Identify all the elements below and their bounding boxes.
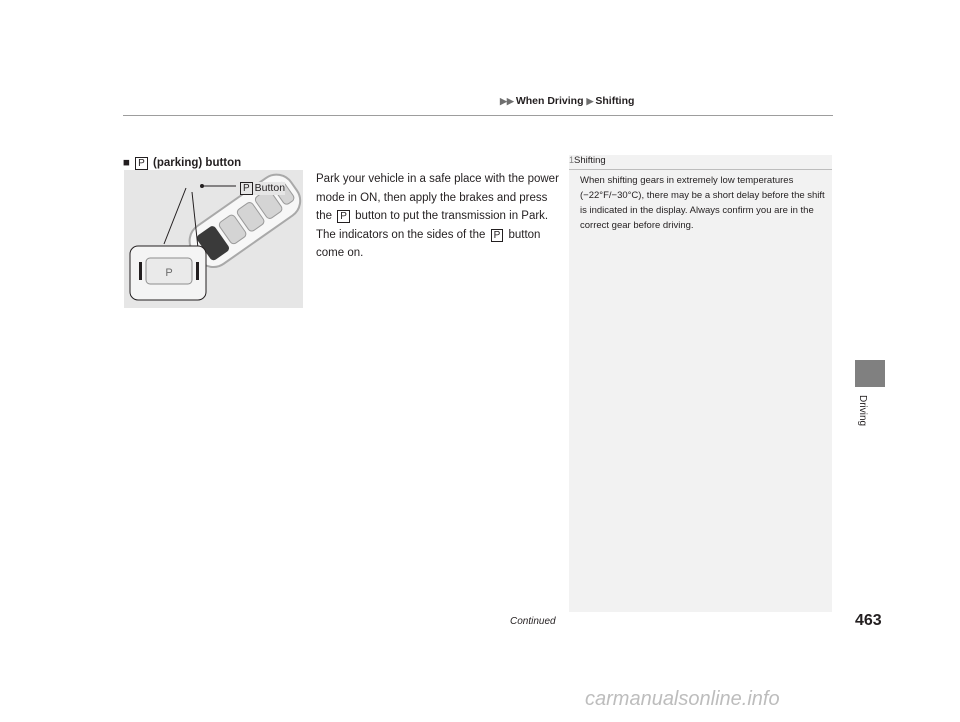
- illustration-callout: [238, 182, 285, 195]
- note-marker-icon: 1: [569, 155, 575, 165]
- header-rule: [123, 115, 833, 116]
- body-paragraph-2: The indicators on the sides of the P button come on.: [316, 228, 541, 259]
- sidebar-label: Driving: [857, 395, 868, 427]
- body-text: [316, 170, 560, 263]
- breadcrumb-arrow-icon: ▶: [586, 96, 594, 106]
- side-note-title: 1Shifting: [569, 155, 832, 170]
- p-key-badge: P: [240, 182, 253, 195]
- section-heading: [123, 157, 241, 170]
- sidebar-tab: [855, 360, 885, 387]
- callout-text: Button: [254, 182, 286, 194]
- body-paragraph-1: Park your vehicle in a safe place with the power mode in ON, then apply the brakes and press the P button to put the transmission in Park.: [316, 173, 559, 222]
- breadcrumb-item-when-driving[interactable]: When Driving: [515, 95, 584, 107]
- watermark: carmanualsonline.info: [585, 688, 780, 710]
- illustration-button-letter: P: [165, 267, 173, 279]
- heading-text: (parking) button: [153, 157, 242, 169]
- side-note-text: When shifting gears in extremely low temperatures (−22°F/−30°C), there may be a short delay before the shift is indicated in the display. Always confirm you are in the correct gear before driving.: [580, 175, 825, 231]
- breadcrumb: [500, 95, 634, 107]
- breadcrumb-arrow-icon: ▶▶: [500, 96, 514, 106]
- page-number: 463: [855, 612, 882, 629]
- p-key-badge: P: [491, 229, 504, 242]
- p-key-badge: P: [135, 157, 148, 170]
- heading-bullet: ■: [123, 157, 130, 169]
- p-key-badge: P: [337, 210, 350, 223]
- continued-label: Continued: [510, 616, 556, 627]
- breadcrumb-item-shifting[interactable]: Shifting: [595, 95, 635, 107]
